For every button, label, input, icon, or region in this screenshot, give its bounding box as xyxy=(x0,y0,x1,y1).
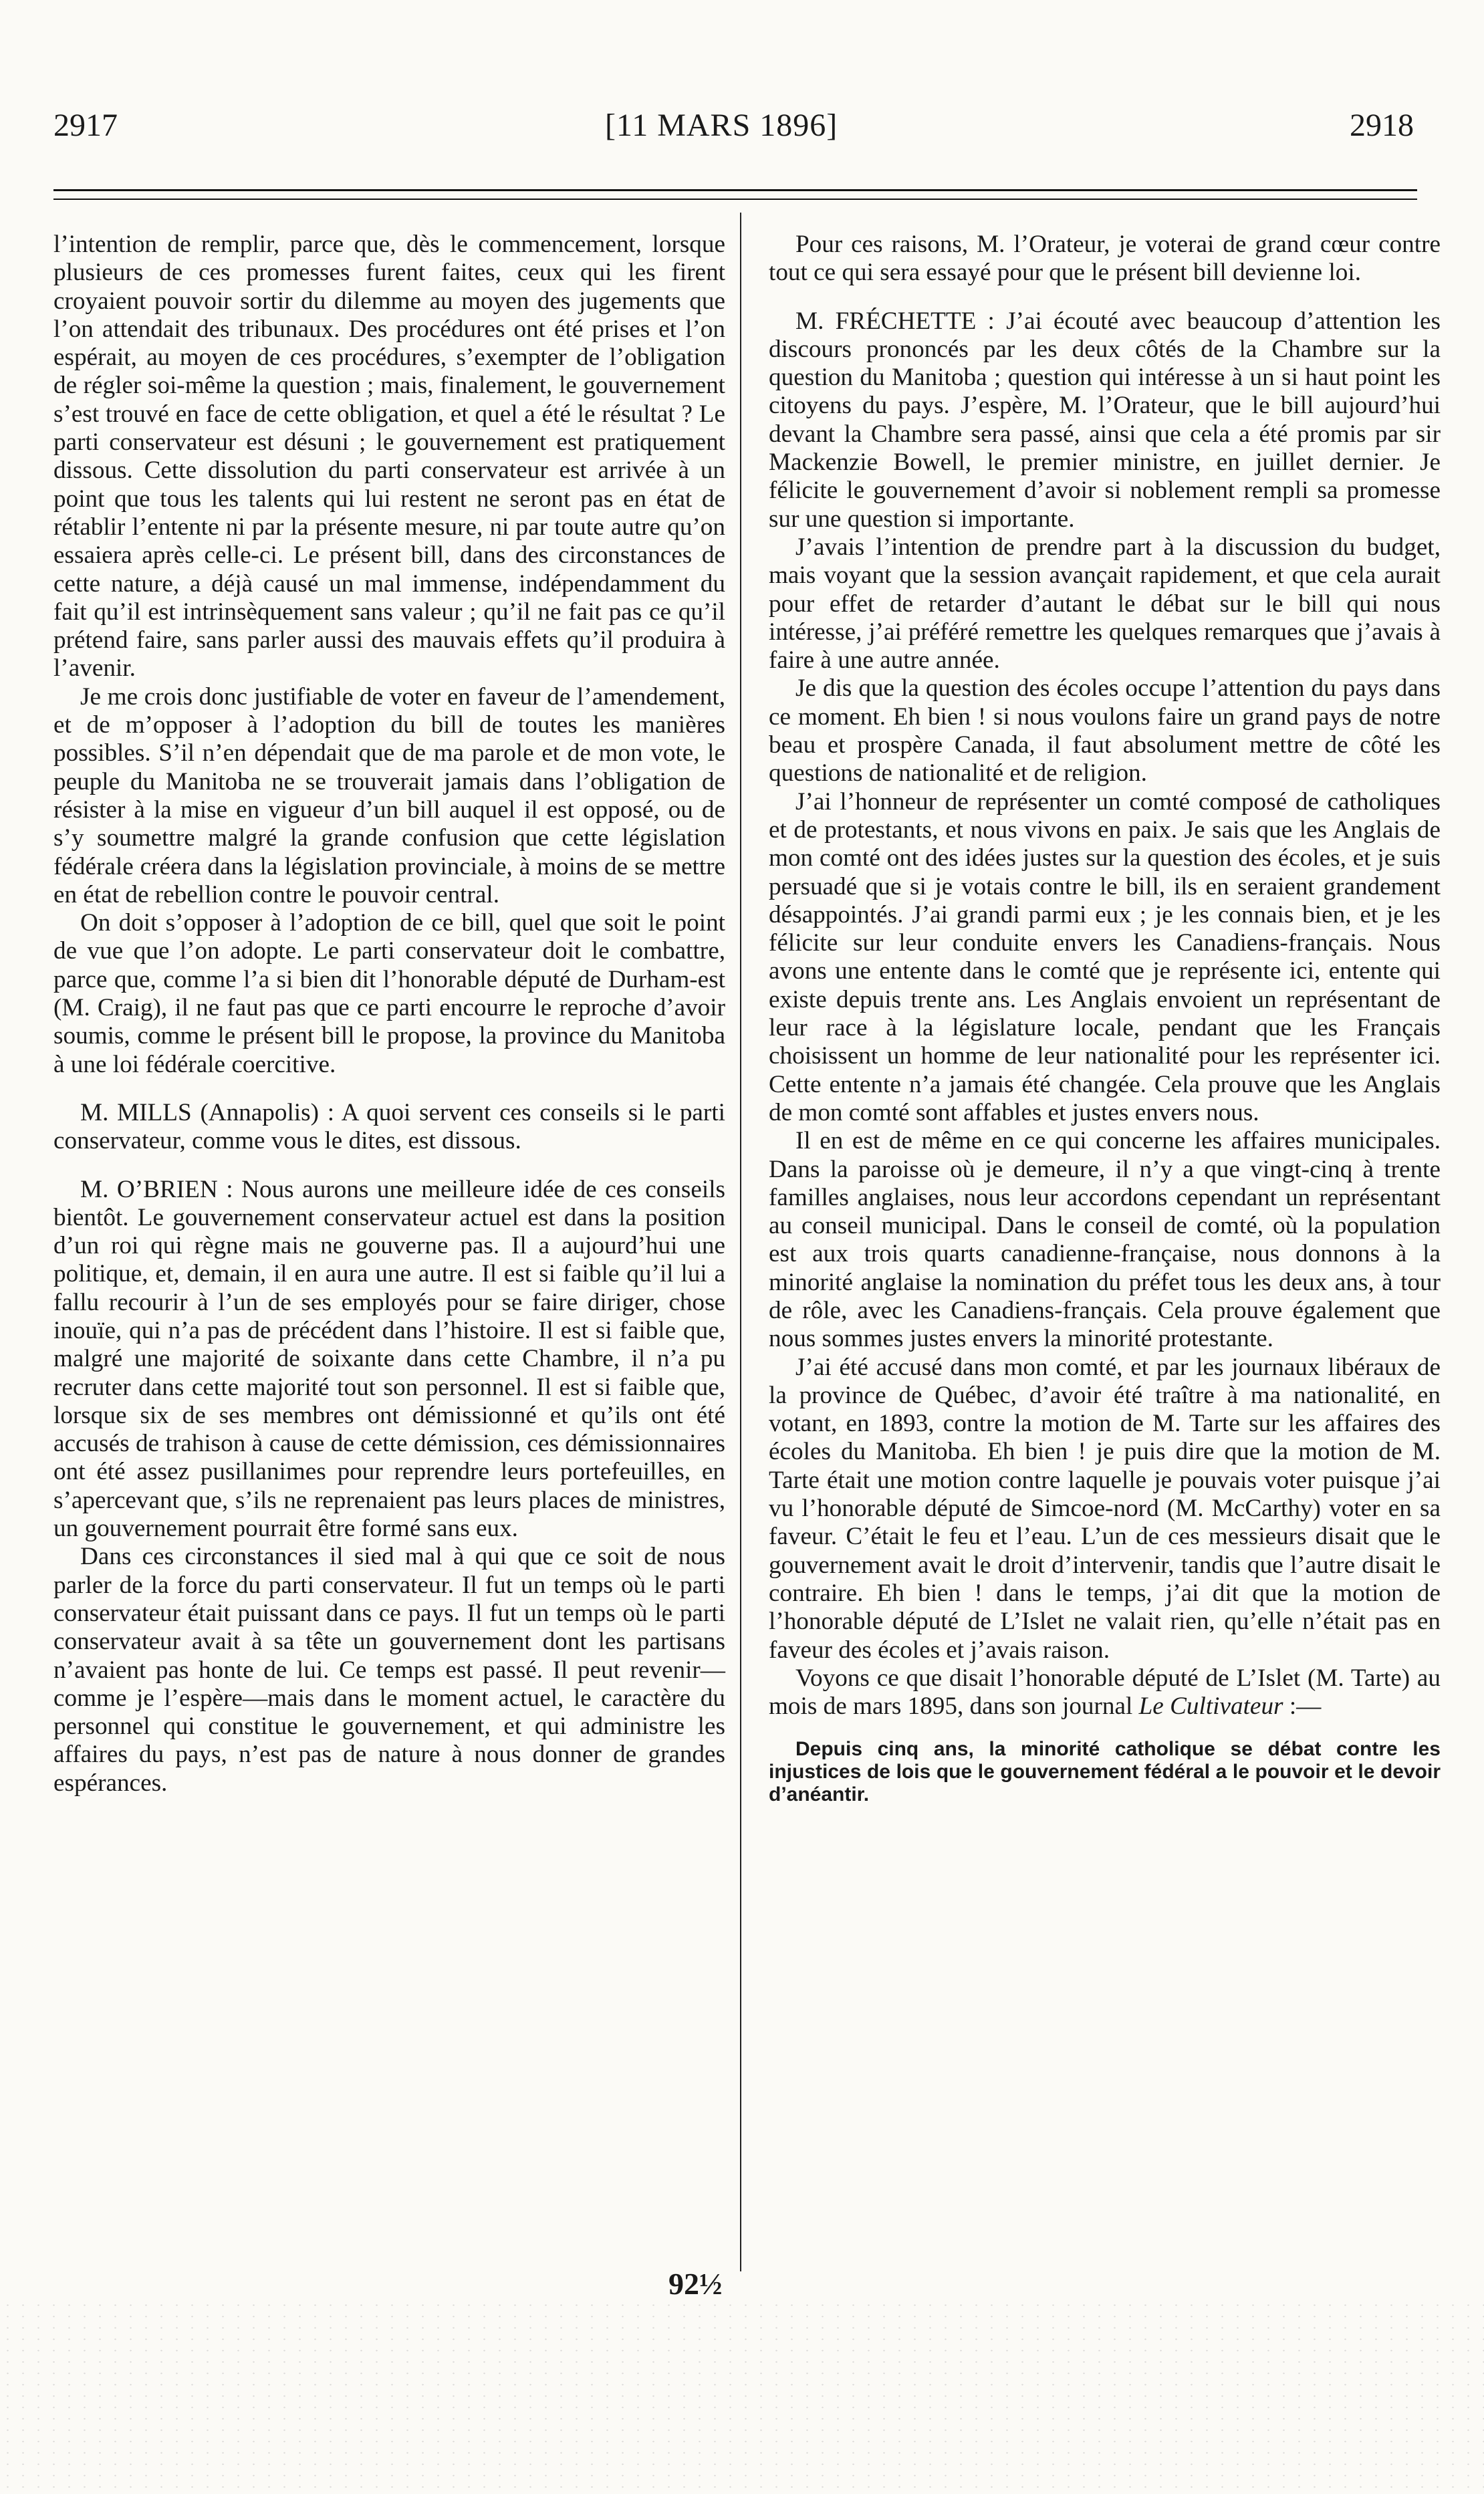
paragraph: l’intention de remplir, parce que, dès le commencement, lorsque plusieurs de ces promesses furent faites, ceux qui les firent croyaient pouvoir sortir du dilemme au moyen des jugements que l’on attendait des tribunaux. Des procédures ont été prises et l’on espérait, au moyen de ces procédures, s’exempter de l’obligation de régler soi-même la question ; mais, finalement, le gouvernement s’est trouvé en face de cette obligation, et quel a été le résultat ? Le parti conservateur est désuni ; le gouvernement est pratiquement dissous. Cette dissolution du parti conservateur est arrivée à un point que tous les talents qui lui restent ne seront pas en état de rétablir l’entente ni par la présente mesure, ni par toute autre qu’on essaiera après celle-ci. Le présent bill, dans des circonstances de cette nature, a déjà causé un mal immense, indépendamment du fait qu’il est intrinsèquement sans valeur ; qu’il ne fait pas ce qu’il prétend faire, sans parler aussi des mauvais effets qu’il produira à l’avenir. xyxy=(53,231,725,682)
page-number-left: 2917 xyxy=(53,108,118,143)
right-column xyxy=(769,231,1441,1806)
header-date: [11 MARS 1896] xyxy=(605,108,838,143)
paragraph-text: :— xyxy=(1283,1693,1322,1721)
paragraph: Dans ces circonstances il sied mal à qui que ce soit de nous parler de la force du parti conservateur. Il fut un temps où le parti conservateur était puissant dans ce pays. Il fut un temps où le parti conservateur avait à sa tête un gouvernement dont les partisans n’avaient pas honte de lui. Ce temps est passé. Il peut revenir—comme je l’espère—mais dans le moment actuel, le caractère du personnel qui constitue le gouvernement, et qui administre les affaires du pays, n’est pas de nature à nous donner de grandes espérances. xyxy=(53,1543,725,1797)
paragraph xyxy=(769,1664,1441,1721)
speech-text: : J’ai écouté avec beaucoup d’attention les discours prononcés par les deux côtés de la Chambre sur la question du Manitoba ; question qui intéresse à un si haut point les citoyens du pays. J’espère, M. l’Orateur, que le bill aujourd’hui devant la Chambre sera passé, ainsi que cela a été promis par sir Mackenzie Bowell, le premier ministre, en juillet dernier. Je félicite le gouvernement d’avoir si noblement rempli sa promesse sur une question si importante. xyxy=(769,307,1441,533)
paper-speckle xyxy=(0,2299,1484,2494)
speech-text: (Annapolis) : A quoi servent ces conseils si le parti conservateur, comme vous le dites, est dissous. xyxy=(53,1098,725,1155)
page-number-right: 2918 xyxy=(1350,108,1414,143)
paragraph: J’ai l’honneur de représenter un comté composé de catholiques et de protestants, et nous vivons en paix. Je sais que les Anglais de mon comté ont des idées justes sur la question des écoles, et je suis persuadé que si je votais contre le bill, ils en seraient grandement désappointés. J’ai grandi parmi eux ; je les connais bien, et je les félicite sur leur conduite envers les Canadiens-français. Nous avons une entente dans le comté que je représente ici, entente qui existe depuis trente ans. Les Anglais envoient un représentant de leur race à la législature locale, pendant que les Français choisissent un homme de leur nationalité pour les représenter ici. Cette entente n’a jamais été changée. Cela prouve que les Anglais de mon comté sont affables et justes envers nous. xyxy=(769,787,1441,1126)
paragraph: Il en est de même en ce qui concerne les affaires municipales. Dans la paroisse où je demeure, il n’y a que vingt-cinq à trente familles anglaises, nous leur accordons cependant un représentant au conseil municipal. Dans le conseil de comté, où la population est aux trois quarts canadienne-française, nous donnons à la minorité anglaise la nomination du préfet tous les deux ans, à tour de rôle, avec les Canadiens-français. Cela prouve également que nous sommes justes envers la minorité protestante. xyxy=(769,1127,1441,1353)
paragraph-text: Voyons ce que disait l’honorable député de L’Islet (M. Tarte) au mois de mars 1895, dans son journal xyxy=(769,1664,1441,1721)
paragraph: J’ai été accusé dans mon comté, et par les journaux libéraux de la province de Québec, d’avoir été traître à ma nationalité, en votant, en 1893, contre la motion de M. Tarte sur les affaires des écoles du Manitoba. Eh bien ! je puis dire que la motion de M. Tarte était une motion contre laquelle je pouvais voter puisque j’ai vu l’honorable député de Simcoe-nord (M. McCarthy) voter en sa faveur. C’était le feu et l’eau. L’un de ces messieurs disait que le gouvernement avait le droit d’intervenir, tandis que l’autre disait le contraire. Eh bien ! dans le temps, j’ai dit que la motion de l’honorable député de L’Islet ne valait rien, qu’elle n’était pas en faveur des écoles et j’avais raison. xyxy=(769,1353,1441,1664)
header-rule-top xyxy=(53,189,1417,191)
journal-title: Le Cultivateur xyxy=(1138,1693,1283,1721)
speech-text: : Nous aurons une meilleure idée de ces conseils bientôt. Le gouvernement conservateur actuel est dans la position d’un roi qui règne mais ne gouverne pas. Il a aujourd’hui une politique, et, demain, il en aura une autre. Il est si faible qu’il lui a fallu recourir à l’un de ses employés pour se faire diriger, chose inouïe, qui n’a pas de précédent dans l’histoire. Il est si faible que, malgré une majorité de soixante dans cette Chambre, il n’a pu recruter dans cette majorité tout son personnel. Il est si faible que, lorsque six de ses membres ont démissionné et qu’ils ont été accusés de trahison à cause de cette démission, ces démissionnaires ont été assez pusillanimes pour reprendre leurs portefeuilles, en s’apercevant que, s’ils ne reprenaient pas leurs places de ministres, un gouvernement pourrait être formé sans eux. xyxy=(53,1175,725,1543)
paragraph: Je me crois donc justifiable de voter en faveur de l’amendement, et de m’opposer à l’adoption du bill de toutes les manières possibles. S’il n’en dépendait que de ma parole et de mon vote, le peuple du Manitoba ne se trouverait jamais dans l’obligation de résister à la mise en vigueur d’un bill auquel il est opposé, ou de s’y soumettre malgré la grande confusion que cette législation fédérale créera dans la législation provinciale, à moins de se mettre en état de rebellion contre le pouvoir central. xyxy=(53,682,725,908)
paragraph: Pour ces raisons, M. l’Orateur, je voterai de grand cœur contre tout ce qui sera essayé pour que le présent bill devienne loi. xyxy=(769,231,1441,287)
paragraph: J’avais l’intention de prendre part à la discussion du budget, mais voyant que la session avançait rapidement, et que cela aurait pour effet de retarder d’autant le débat sur le bill qui nous intéresse, j’ai préféré remettre les quelques remarques que j’avais à faire à une autre année. xyxy=(769,533,1441,674)
speaker-name: M. FRÉCHETTE xyxy=(795,307,977,335)
column-divider xyxy=(740,213,741,2271)
folio-mark: 92½ xyxy=(668,2267,723,2301)
paragraph: Je dis que la question des écoles occupe l’attention du pays dans ce moment. Eh bien ! si nous voulons faire un grand pays de notre beau et prospère Canada, il faut absolument mettre de côté les questions de nationalité et de religion. xyxy=(769,674,1441,787)
speech-obrien xyxy=(53,1176,725,1543)
speech-mills xyxy=(53,1099,725,1156)
quotation-block xyxy=(769,1738,1441,1806)
speaker-name: M. O’BRIEN xyxy=(80,1175,218,1203)
speech-frechette xyxy=(769,307,1441,533)
page-header xyxy=(0,107,1484,160)
header-rule-bottom xyxy=(53,199,1417,200)
speaker-name: M. MILLS xyxy=(80,1098,192,1126)
paragraph: On doit s’opposer à l’adoption de ce bill, quel que soit le point de vue que l’on adopte. Le parti conservateur doit le combattre, parce que, comme l’a si bien dit l’honorable député de Durham-est (M. Craig), il ne faut pas que ce parti encourre le reproche d’avoir soumis, comme le présent bill le propose, la province du Manitoba à une loi fédérale coercitive. xyxy=(53,909,725,1078)
left-column xyxy=(53,231,725,1797)
quotation-text: Depuis cinq ans, la minorité catholique se débat contre les injustices de lois que le gouvernement fédéral a le pouvoir et le devoir d’anéantir. xyxy=(769,1738,1441,1806)
